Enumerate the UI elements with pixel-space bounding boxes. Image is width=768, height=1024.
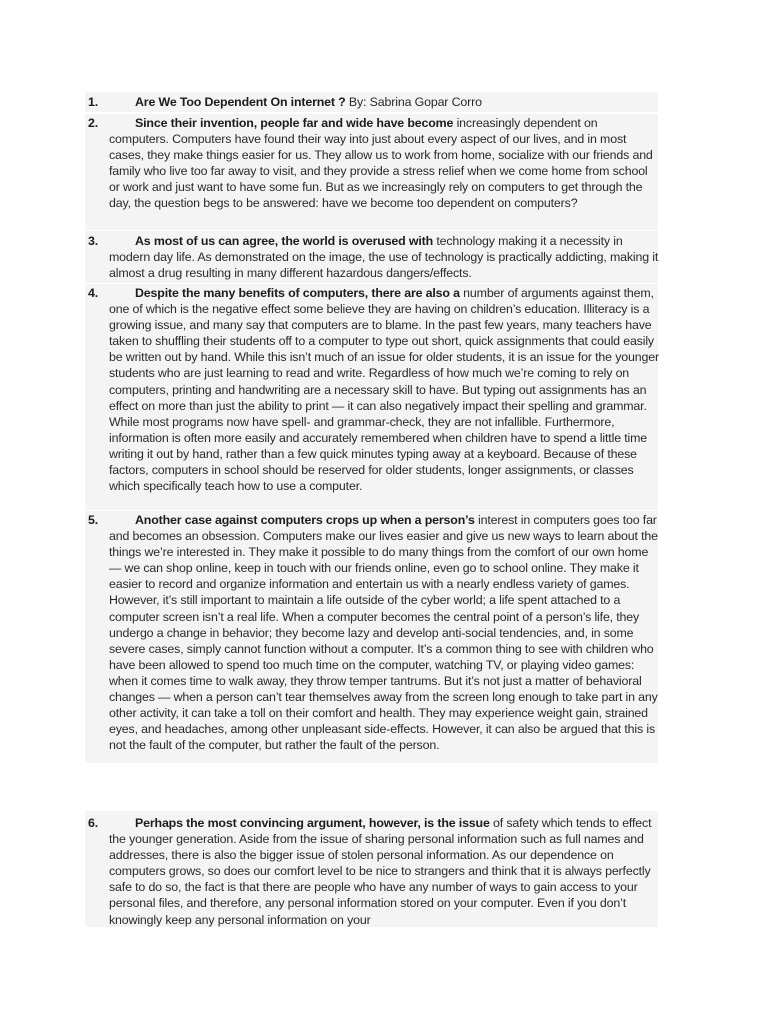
item-number: 4. <box>88 286 99 300</box>
paragraph-lead: Despite the many benefits of computers, there are also a <box>135 286 460 300</box>
list-item-title <box>85 94 660 110</box>
item-number: 1. <box>88 95 99 109</box>
paragraph-text: technology making it a necessity in modern day life. As demonstrated on the image, the use of technology is practically addicting, making it almost a drug resulting in many different hazardous dangers/effects. <box>109 234 659 281</box>
item-number: 5. <box>88 513 99 527</box>
paragraph-text: increasingly dependent on computers. Computers have found their way into just about every aspect of our lives, and in most cases, they make things easier for us. They allow us to work from home, socialize with our friends and family who live too far away to visit, and they provide a stress relief when we come home from school or work and just want to have some fun. But as we increasingly rely on computers to get through the day, the question begs to be answered: have we become too dependent on computers? <box>109 116 653 211</box>
item-body <box>109 233 660 281</box>
item-number: 3. <box>88 234 99 248</box>
item-number: 2. <box>88 116 99 130</box>
item-number: 6. <box>88 816 99 830</box>
item-body <box>109 285 660 494</box>
paragraph-text: interest in computers goes too far and becomes an obsession. Computers make our lives easier and give us new ways to learn about the things we’re interested in. They make it possible to do many things from the comfort of our own home — we can shop online, keep in touch with our friends online, even go to school online. They make it easier to record and organize information and entertain us with a nearly endless variety of games. However, it’s still important to maintain a life outside of the cyber world; a life spent attached to a computer screen isn’t a real life. When a computer becomes the central point of a person’s life, they undergo a change in behavior; they become lazy and develop anti-social tendencies, and, in some severe cases, simply cannot function without a computer. It’s a common thing to see with children who have been allowed to spend too much time on the computer, watching TV, or playing video games: when it comes time to walk away, they throw temper tantrums. But it’s not just a matter of behavioral changes — when a person can’t tear themselves away from the screen long enough to take part in any other activity, it can take a toll on their comfort and health. They may experience weight gain, strained eyes, and headaches, among other unpleasant side-effects. However, it can also be argued that this is not the fault of the computer, but rather the fault of the person. <box>109 513 658 753</box>
article-byline: By: Sabrina Gopar Corro <box>345 95 482 109</box>
item-body <box>109 115 660 212</box>
item-body <box>109 512 660 753</box>
list-item-paragraph <box>85 233 660 281</box>
article-title: Are We Too Dependent On internet ? <box>135 95 346 109</box>
list-item-paragraph <box>85 285 660 494</box>
paragraph-text: of safety which tends to effect the younger generation. Aside from the issue of sharing personal information such as full names and addresses, there is also the bigger issue of stolen personal information. As our dependence on computers grows, so does our comfort level to be nice to strangers and think that it is always perfectly safe to do so, the fact is that there are people who have any number of ways to gain access to your personal files, and therefore, any personal information stored on your computer. Even if you don’t knowingly keep any personal information on your <box>109 816 652 927</box>
item-body <box>109 94 660 110</box>
paragraph-lead: Another case against computers crops up when a person’s <box>135 513 475 527</box>
paragraph-lead: Since their invention, people far and wide have become <box>135 116 454 130</box>
paragraph-lead: As most of us can agree, the world is overused with <box>135 234 434 248</box>
item-body <box>109 815 660 928</box>
list-item-paragraph <box>85 815 660 928</box>
list-item-paragraph <box>85 115 660 212</box>
list-item-paragraph <box>85 512 660 753</box>
paragraph-text: number of arguments against them, one of which is the negative effect some believe they are having on children’s education. Illiteracy is a growing issue, and many say that computers are to blame. In the past few years, many teachers have taken to shuffling their students off to a computer to type out short, quick assignments that could easily be written out by hand. While this isn’t much of an issue for older students, it is an issue for the younger students who are just learning to read and write. Regardless of how much we’re coming to rely on computers, printing and handwriting are a necessary skill to have. But typing out assignments has an effect on more than just the ability to print — it can also negatively impact their spelling and grammar. While most programs now have spell- and grammar-check, they are not infallible. Furthermore, information is often more easily and accurately remembered when children have to spend a little time writing it out by hand, rather than a few quick minutes typing away at a keyboard. Because of these factors, computers in school should be reserved for older students, longer assignments, or classes which specifically teach how to use a computer. <box>109 286 659 494</box>
paragraph-lead: Perhaps the most convincing argument, however, is the issue <box>135 816 490 830</box>
